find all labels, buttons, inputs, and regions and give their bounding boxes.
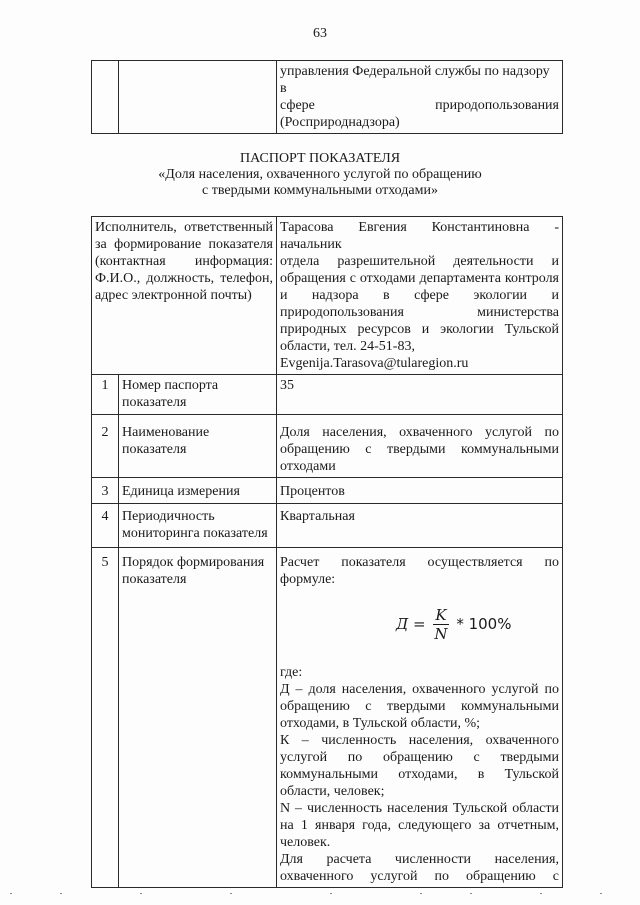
row-label-line: мониторинга показателя [122,526,268,541]
row-value-line: обращению с твердыми коммунальными [280,442,559,457]
calc-line: Для расчета численности населения, [280,852,559,867]
where-label: где: [280,665,303,680]
formula [280,606,559,652]
row-label-line: Номер паспорта [122,378,219,393]
table-row [92,375,563,415]
continuation-table [91,60,563,134]
executor-value-line: природопользования министерства [280,305,559,320]
row-value-line: Доля населения, охваченного услугой по [280,425,559,440]
continuation-label-cell [119,61,277,134]
row-label-cell [119,548,277,888]
row-label-line: Периодичность [122,509,215,524]
executor-label-line: за формирование показателя [95,237,273,252]
row-value-cell [277,504,563,548]
row-value-cell [277,478,563,504]
executor-email: Evgenija.Tarasova@tularegion.ru [280,356,469,371]
method-line: Расчет показателя осуществляется по [280,555,559,570]
calc-line: охваченного услугой по обращению с [280,869,559,884]
definition-k-line: К – численность населения, охваченного [280,733,559,748]
definition-n-line: N – численность населения Тульской области [280,801,559,816]
continuation-line: сфере [280,98,315,113]
executor-value-line: отдела разрешительной деятельности и [280,254,559,269]
title-line: «Доля населения, охваченного услугой по обращению [158,167,482,182]
continuation-line: природопользования [435,98,559,113]
formula-denominator: N [434,625,448,643]
row-value-line: 35 [280,378,294,393]
executor-value-line: Тарасова Евгения Константиновна - начальник [280,220,559,252]
formula-rhs: * 100% [456,615,512,633]
executor-label-line: Ф.И.О., должность, телефон, [95,271,273,286]
continuation-num-cell [92,61,119,134]
definition-d-line: отходами, в Тульской области, %; [280,716,481,731]
title-line: ПАСПОРТ ПОКАЗАТЕЛЯ [239,151,401,166]
definition-n-line: человек. [280,835,331,850]
row-number: 4 [92,504,119,548]
row-label-line: Порядок формирования [122,555,265,570]
continuation-line: управления Федеральной службы по надзору в [280,64,550,96]
row-number: 1 [92,375,119,415]
row-value-line: Процентов [280,484,345,499]
table-row [92,548,563,888]
row-label-cell [119,504,277,548]
formula-numerator: K [435,606,447,624]
row-number: 5 [92,548,119,888]
executor-value-line: природных ресурсов и экологии Тульской [280,322,559,337]
row-value-line: Квартальная [280,509,355,524]
passport-title [0,151,640,199]
row-label-line: показателя [122,395,187,410]
row-label-line: показателя [122,572,187,587]
executor-value-line: области, тел. 24-51-83, [280,339,415,354]
executor-label-line: (контактная информация: [95,254,273,269]
method-line: формуле: [280,572,336,587]
title-line: с твердыми коммунальными отходами» [202,183,438,198]
definition-k-line: коммунальными отходами, в Тульской [280,767,559,782]
row-label-cell [119,375,277,415]
passport-table [91,216,563,888]
definition-d-line: обращению с твердыми коммунальными [280,699,559,714]
row-value-cell [277,375,563,415]
executor-label-cell [92,217,277,375]
formula-fraction [433,606,448,643]
executor-value-line: и надзора в сфере экологии и [280,288,559,303]
executor-label-line: адрес электронной почты) [95,288,252,303]
executor-value-line: обращения с отходами департамента контроля [280,271,559,286]
continuation-line: (Росприроднадзора) [280,115,400,130]
row-label-line: показателя [122,442,187,457]
scan-artifacts [0,893,640,899]
table-row [92,415,563,478]
executor-value-cell [277,217,563,375]
row-label-line: Единица измерения [122,484,240,499]
table-row [92,504,563,548]
row-number: 3 [92,478,119,504]
executor-label-line: Исполнитель, ответственный [95,220,273,235]
definition-k-line: области, человек; [280,784,385,799]
definition-n-line: на 1 января года, следующего за отчетным, [280,818,559,833]
executor-row [92,217,563,375]
page-number: 63 [313,26,327,41]
row-number: 2 [92,415,119,478]
row-label-cell [119,478,277,504]
method-cell [277,548,563,888]
row-value-line: отходами [280,459,336,474]
row-label-cell [119,415,277,478]
definition-d-line: Д – доля населения, охваченного услугой по [280,682,559,697]
formula-lhs: Д = [396,615,426,633]
definition-k-line: услугой по обращению с твердыми [280,750,559,765]
continuation-value-cell [277,61,563,134]
row-label-line: Наименование [122,425,210,440]
table-row [92,478,563,504]
row-value-cell [277,415,563,478]
